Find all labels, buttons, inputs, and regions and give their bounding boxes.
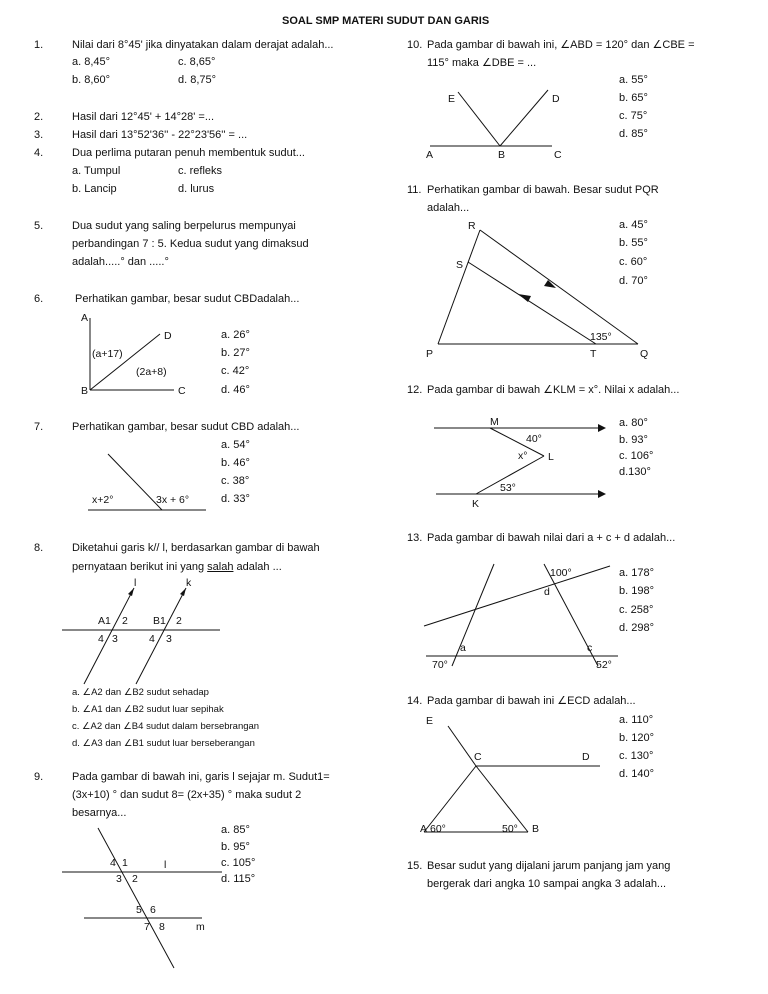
ray-bd: [90, 334, 160, 390]
option-c: c. 60°: [619, 256, 648, 268]
question-number: 12.: [407, 384, 423, 396]
angle-c: c: [587, 642, 593, 654]
angle-135: 135°: [590, 331, 612, 343]
question-6-text: Perhatikan gambar, besar sudut CBDadalah...: [75, 293, 300, 305]
ray-ce: [448, 726, 476, 766]
parallel-lines-figure-q9: [58, 824, 218, 970]
angle-5: 5: [136, 904, 142, 916]
option-d: d. lurus: [178, 183, 215, 195]
option-d: d. 8,75°: [178, 74, 217, 86]
question-number: 15.: [407, 860, 423, 872]
expr-x-plus-2: x+2°: [92, 494, 114, 506]
question-text: Nilai dari 8°45' jika dinyatakan dalam derajat adalah...: [72, 39, 334, 51]
question-2-text: Hasil dari 12°45' + 14°28' =...: [72, 111, 215, 123]
question-10-line-1: Pada gambar di bawah ini, ∠ABD = 120° dan ∠CBE =: [427, 39, 695, 51]
angle-a1: A1: [98, 615, 111, 627]
question-number: 10.: [407, 39, 423, 51]
label-d: D: [552, 93, 560, 105]
option-b: b. 93°: [619, 434, 648, 446]
question-number: 11.: [407, 184, 422, 196]
option-d: d. 46°: [221, 384, 250, 396]
option-c: c. 130°: [619, 750, 654, 762]
option-b: b. 8,60°: [72, 74, 111, 86]
question-13-text: Pada gambar di bawah nilai dari a + c + d adalah...: [427, 532, 676, 544]
option-d: d. 70°: [619, 275, 648, 287]
label-c: C: [474, 751, 482, 763]
option-d: d.130°: [619, 466, 651, 478]
label-p: P: [426, 348, 434, 360]
angle-b3: 3: [166, 633, 172, 645]
angle-8: 8: [159, 921, 165, 933]
option-a: a. 85°: [221, 824, 250, 836]
question-number: 3.: [34, 129, 44, 141]
option-a: a. 45°: [619, 219, 648, 231]
option-c: c. 38°: [221, 475, 250, 487]
option-d: d. 85°: [619, 128, 648, 140]
label-b: B: [532, 823, 540, 835]
option-b: b. 27°: [221, 347, 250, 359]
option-a: a. 8,45°: [72, 56, 111, 68]
label-d: D: [582, 751, 590, 763]
option-d: d. 115°: [221, 873, 256, 885]
zigzag-figure-q12: [430, 414, 610, 512]
option-a: a. 110°: [619, 714, 654, 726]
angle-x: x°: [518, 450, 528, 462]
question-number: 6.: [34, 293, 44, 305]
question-9-line-2: (3x+10) ° dan sudut 8= (2x+35) ° maka sudut 2: [72, 789, 302, 801]
question-number: 13.: [407, 532, 423, 544]
label-m: m: [196, 921, 205, 933]
option-a: a. Tumpul: [72, 165, 121, 177]
question-11-line-2: adalah...: [427, 202, 470, 214]
angle-1: 1: [122, 857, 128, 869]
question-5-line-1: Dua sudut yang saling berpelurus mempunyai: [72, 220, 296, 232]
question-number: 14.: [407, 695, 423, 707]
angle-7: 7: [144, 921, 150, 933]
option-b: b. ∠A1 dan ∠B2 sudut luar sepihak: [72, 704, 224, 715]
angle-60: 60°: [430, 823, 446, 835]
arrow-k: [180, 588, 186, 596]
option-d: d. 140°: [619, 768, 654, 780]
question-5-line-3: adalah.....° dan .....°: [72, 256, 169, 268]
label-b: B: [498, 149, 506, 161]
angle-50: 50°: [502, 823, 518, 835]
angle-figure-q10: [422, 84, 582, 164]
angle-a3: 3: [112, 633, 118, 645]
label-s: S: [456, 259, 464, 271]
ray-be: [458, 92, 500, 146]
angle-53: 53°: [500, 482, 516, 494]
question-number: 7.: [34, 421, 44, 433]
option-a: a. 55°: [619, 74, 648, 86]
question-12-text: Pada gambar di bawah ∠KLM = x°. Nilai x adalah...: [427, 384, 680, 396]
option-b: b. Lancip: [72, 183, 117, 195]
question-15-line-1: Besar sudut yang dijalani jarum panjang jam yang: [427, 860, 671, 872]
option-a: a. 26°: [221, 329, 250, 341]
option-b: b. 120°: [619, 732, 654, 744]
question-9-line-1: Pada gambar di bawah ini, garis l sejajar m. Sudut1=: [72, 771, 330, 783]
question-number: 4.: [34, 147, 44, 159]
triangle-figure-q13: [422, 562, 618, 674]
option-c: c. ∠A2 dan ∠B4 sudut dalam bersebrangan: [72, 721, 260, 732]
angle-figure-q6: [76, 308, 206, 400]
expr-3x-plus-6: 3x + 6°: [156, 494, 190, 506]
angle-b4: 4: [149, 633, 155, 645]
question-11-line-1: Perhatikan gambar di bawah. Besar sudut PQR: [427, 184, 659, 196]
question-8-line-1: Diketahui garis k// l, berdasarkan gambar di bawah: [72, 542, 320, 554]
angle-b2: 2: [176, 615, 182, 627]
expr-a-plus-17: (a+17): [92, 348, 123, 360]
option-b: b. 46°: [221, 457, 250, 469]
angle-40: 40°: [526, 433, 542, 445]
option-b: b. 65°: [619, 92, 648, 104]
ray-bd: [500, 90, 548, 146]
option-d: d. ∠A3 dan ∠B1 sudut luar berseberangan: [72, 738, 255, 749]
arrow-m: [598, 424, 606, 432]
question-number: 2.: [34, 111, 44, 123]
question-5-line-2: perbandingan 7 : 5. Kedua sudut yang dimaksud: [72, 238, 309, 250]
option-a: a. 80°: [619, 417, 648, 429]
angle-d: d: [544, 586, 550, 598]
cross-line: [424, 566, 610, 626]
label-e: E: [448, 93, 456, 105]
label-b: B: [81, 385, 89, 397]
label-l: l: [164, 859, 167, 871]
question-number: 9.: [34, 771, 44, 783]
angle-6: 6: [150, 904, 156, 916]
side-pr: [438, 230, 480, 344]
option-c: c. 8,65°: [178, 56, 216, 68]
question-8-line-2: pernyataan berikut ini yang salah adalah ...: [72, 561, 282, 573]
triangle-figure-q14: [420, 710, 606, 836]
question-14-text: Pada gambar di bawah ini ∠ECD adalah...: [427, 695, 636, 707]
label-r: R: [468, 220, 476, 232]
option-a: a. ∠A2 dan ∠B2 sudut sehadap: [72, 687, 209, 698]
segment-st: [468, 262, 596, 344]
option-c: c. 258°: [619, 604, 654, 616]
angle-100: 100°: [550, 567, 572, 579]
question-3-text: Hasil dari 13°52'36'' - 22°23'56'' = ...: [72, 129, 248, 141]
question-number: 1.: [34, 39, 44, 51]
question-7-text: Perhatikan gambar, besar sudut CBD adalah...: [72, 421, 300, 433]
option-a: a. 178°: [619, 567, 654, 579]
parallel-lines-figure-q8: [60, 576, 230, 686]
question-number: 8.: [34, 542, 44, 554]
option-c: c. 105°: [221, 857, 256, 869]
question-10-line-2: 115° maka ∠DBE = ...: [427, 57, 537, 69]
option-a: a. 54°: [221, 439, 250, 451]
option-d: d. 298°: [619, 622, 654, 634]
label-a: A: [426, 149, 434, 161]
label-l: L: [548, 451, 554, 463]
angle-2: 2: [132, 873, 138, 885]
angle-a4: 4: [98, 633, 104, 645]
option-b: b. 95°: [221, 841, 250, 853]
side-rq: [480, 230, 638, 344]
label-c: C: [178, 385, 186, 397]
question-number: 5.: [34, 220, 44, 232]
question-9-line-3: besarnya...: [72, 807, 127, 819]
angle-a2: 2: [122, 615, 128, 627]
label-q: Q: [640, 348, 649, 360]
label-a: A: [420, 823, 428, 835]
option-c: c. 42°: [221, 365, 250, 377]
option-b: b. 198°: [619, 585, 654, 597]
angle-4: 4: [110, 857, 116, 869]
angle-3: 3: [116, 873, 122, 885]
line-l: [84, 588, 134, 684]
label-a: A: [81, 312, 89, 324]
angle-70: 70°: [432, 659, 448, 671]
option-d: d. 33°: [221, 493, 250, 505]
angle-figure-q7: [86, 448, 210, 514]
question-15-line-2: bergerak dari angka 10 sampai angka 3 adalah...: [427, 878, 667, 890]
label-k: K: [472, 498, 480, 510]
arrow-l: [128, 588, 134, 596]
label-m: M: [490, 416, 499, 428]
label-l: l: [134, 577, 137, 589]
arrow-k: [598, 490, 606, 498]
label-k: k: [186, 577, 192, 589]
question-4-text: Dua perlima putaran penuh membentuk sudut...: [72, 147, 305, 159]
label-e: E: [426, 715, 434, 727]
angle-52: 52°: [596, 659, 612, 671]
transversal: [98, 828, 174, 968]
label-c: C: [554, 149, 562, 161]
option-c: c. refleks: [178, 165, 223, 177]
option-c: c. 75°: [619, 110, 648, 122]
option-c: c. 106°: [619, 450, 654, 462]
ray: [108, 454, 162, 510]
angle-a: a: [460, 642, 466, 654]
label-t: T: [590, 348, 597, 360]
angle-b1: B1: [153, 615, 166, 627]
page-title: SOAL SMP MATERI SUDUT DAN GARIS: [282, 15, 490, 27]
label-d: D: [164, 330, 172, 342]
option-b: b. 55°: [619, 237, 648, 249]
expr-2a-plus-8: (2a+8): [136, 366, 167, 378]
line-k: [136, 588, 186, 684]
